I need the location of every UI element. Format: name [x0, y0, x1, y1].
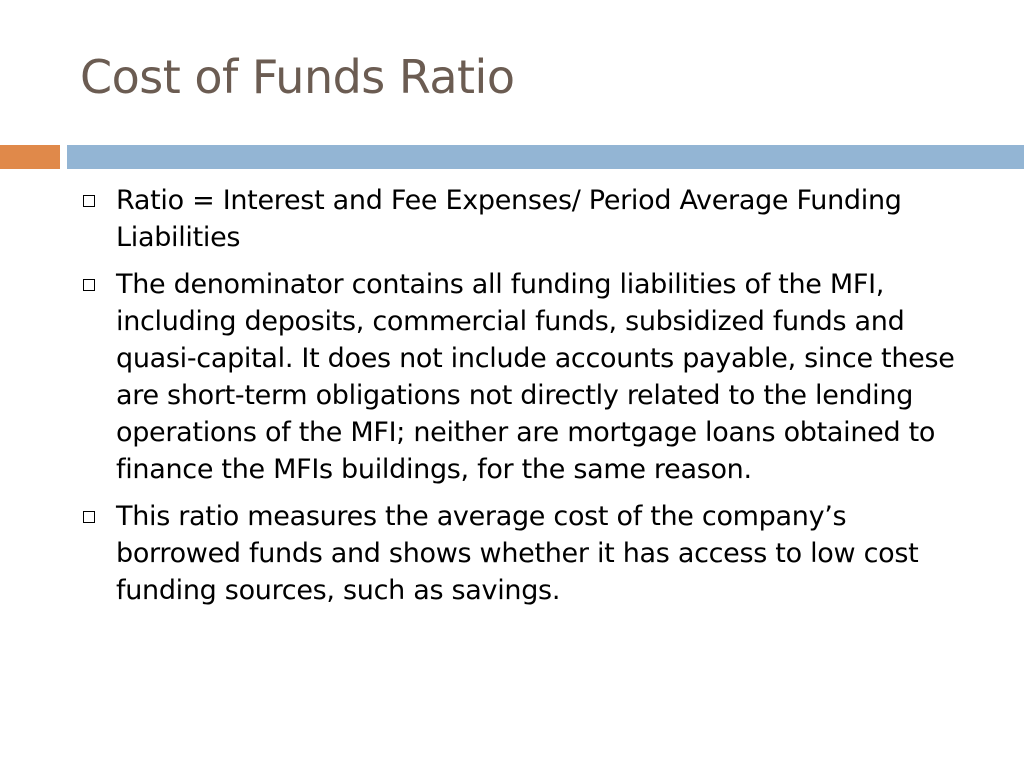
hollow-square-bullet-icon: [83, 511, 95, 523]
bullet-text: Ratio = Interest and Fee Expenses/ Period Average Funding Liabilities: [116, 185, 902, 253]
bullet-item: [78, 498, 978, 609]
hollow-square-bullet-icon: [83, 195, 95, 207]
bullet-text: The denominator contains all funding liabilities of the MFI, including deposits, commercial funds, subsidized funds and quasi-capital. It does not include accounts payable, since these are short-term obligations not directly related to the lending operations of the MFI; neither are mortgage loans obtained to finance the MFIs buildings, for the same reason.: [116, 269, 955, 485]
accent-bar-orange: [0, 145, 60, 169]
accent-bar-blue: [67, 145, 1024, 169]
bullet-item: [78, 266, 978, 488]
bullet-list: [78, 182, 978, 619]
slide-title: Cost of Funds Ratio: [80, 50, 515, 104]
bullet-text: This ratio measures the average cost of the company’s borrowed funds and shows whether it has access to low cost funding sources, such as savings.: [116, 501, 919, 606]
hollow-square-bullet-icon: [83, 279, 95, 291]
bullet-item: [78, 182, 978, 256]
